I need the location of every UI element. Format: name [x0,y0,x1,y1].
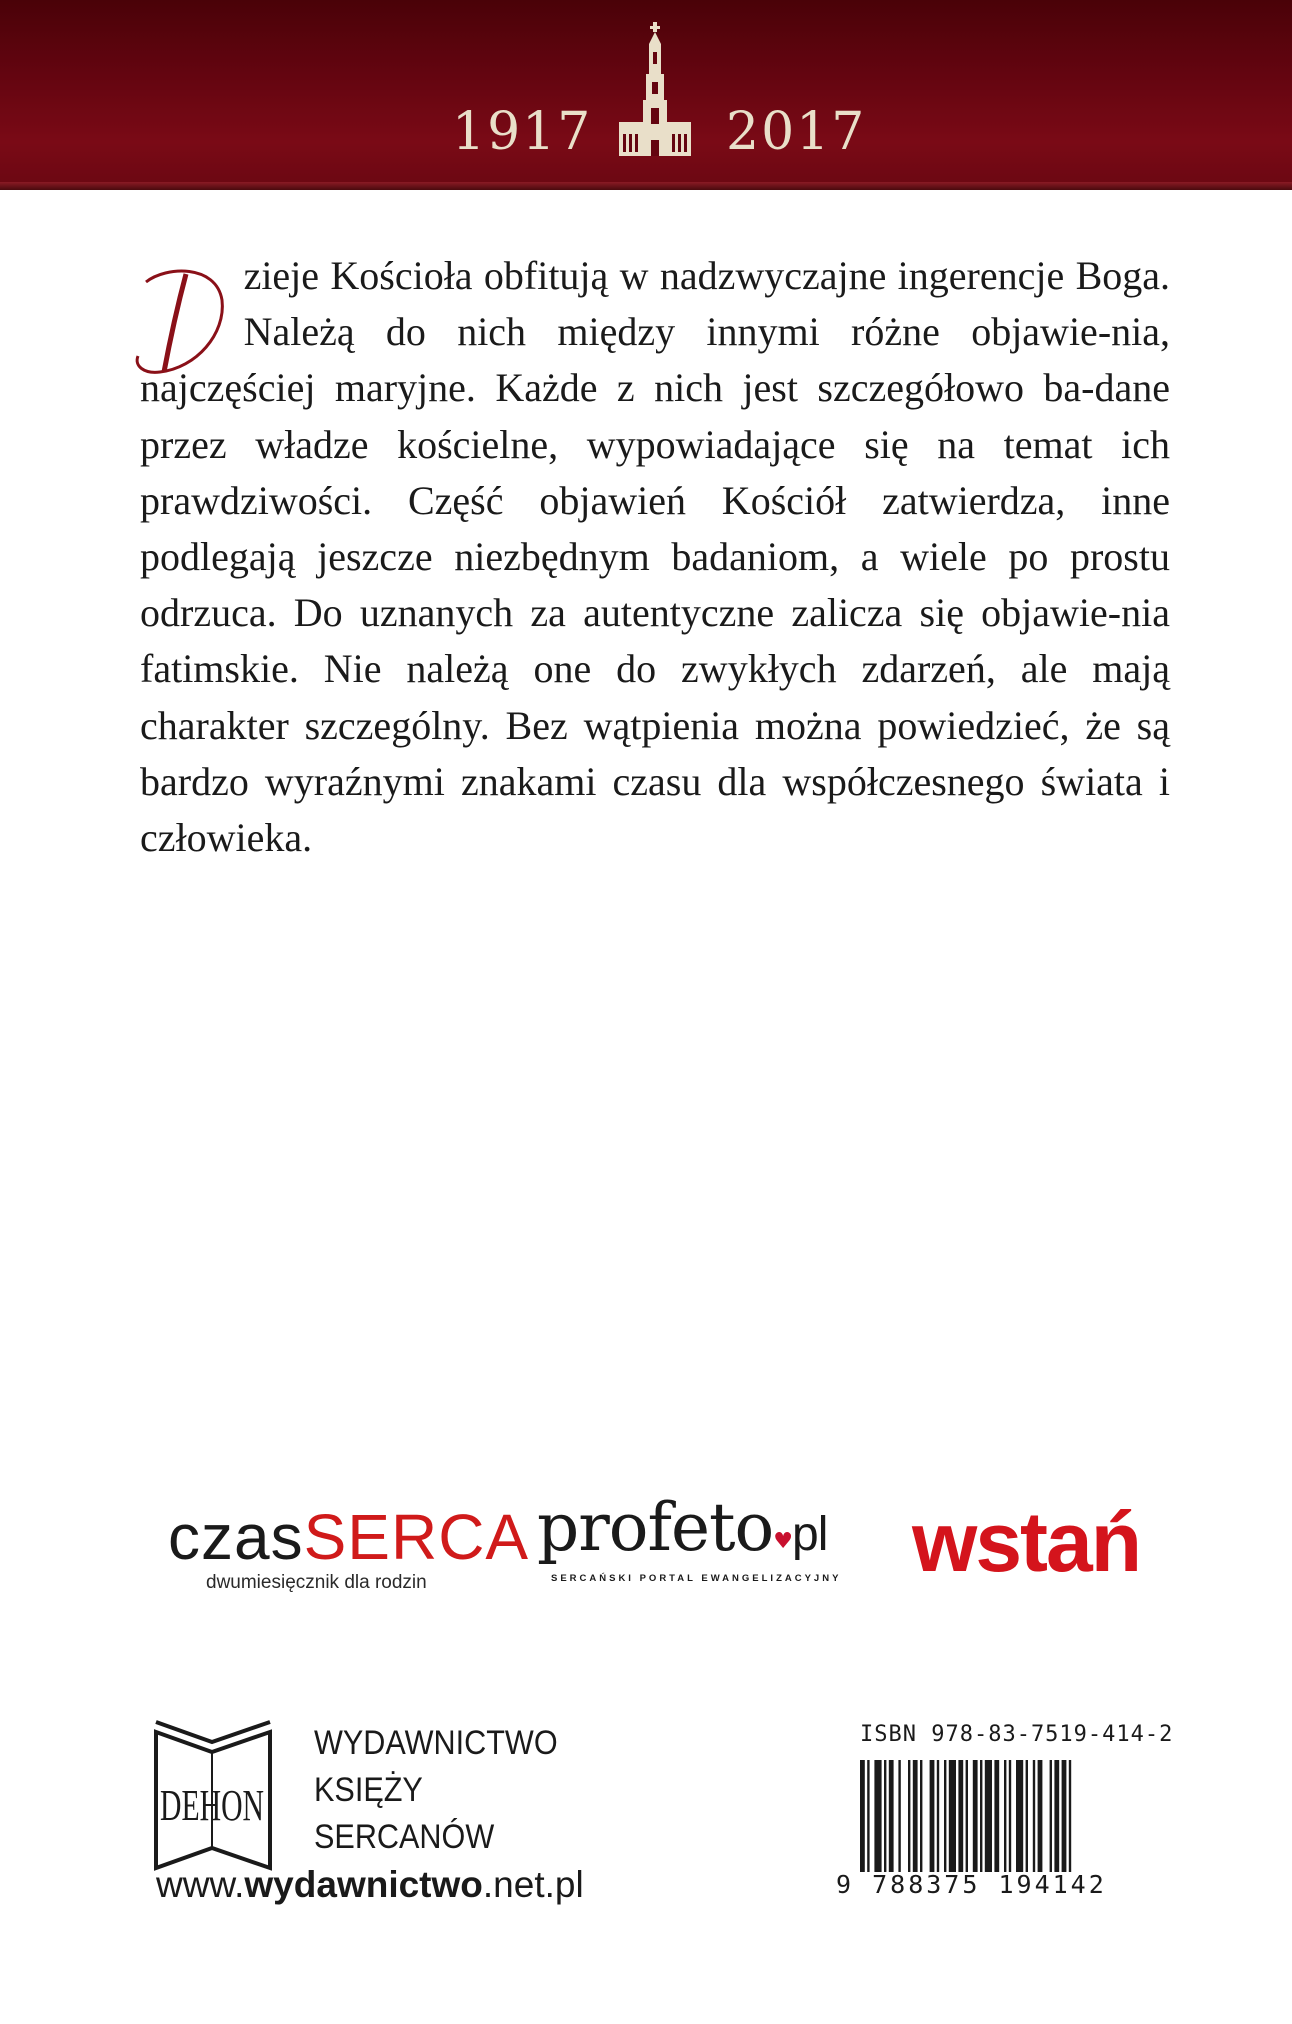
year-end: 2017 [726,102,867,162]
barcode-bar [944,1760,946,1872]
barcode-bar [1062,1760,1067,1872]
profeto-suffix: pl [792,1508,828,1561]
header-band [0,0,1292,190]
isbn-label: ISBN 978-83-7519-414-2 [860,1722,1174,1747]
barcode-bar [913,1760,918,1872]
barcode-bar [958,1760,963,1872]
publisher-line-3: SERCANÓW [314,1818,495,1856]
wstan-logo [912,1494,1162,1589]
url-domain: wydawnictwo [244,1864,483,1905]
barcode-bar [966,1760,968,1872]
barcode-bar [908,1760,910,1872]
barcode-bar [937,1760,939,1872]
url-suffix: .net.pl [482,1864,584,1905]
barcode-bar [1016,1760,1023,1872]
barcode-bar [1004,1760,1006,1872]
basilica-tower-icon [615,22,695,162]
barcode-icon [858,1760,1158,1872]
barcode-bar [874,1760,881,1872]
profeto-word: profeto [537,1489,774,1566]
serca-word: SERCA [303,1501,530,1573]
barcode-bar [898,1760,900,1872]
barcode-bar [920,1760,922,1872]
publisher-line-1: WYDAWNICTWO [314,1724,558,1762]
dehon-publisher-logo [148,1718,278,1878]
barcode-bar [1050,1760,1052,1872]
profeto-tagline: SERCAŃSKI PORTAL EWANGELIZACYJNY [551,1573,842,1584]
heart-icon: ♥ [773,1529,793,1554]
wstan-word: wstań [912,1495,1141,1589]
barcode-bar [1069,1760,1071,1872]
barcode-bar [1009,1760,1011,1872]
profeto-logo [537,1489,847,1590]
barcode-bar [1026,1760,1028,1872]
description-body: zieje Kościoła obfitują w nadzwyczajne ingerencje Boga. Należą do nich między innymi różne objawie-nia, najczęściej maryjne. Każde z nich jest szczegółowo ba-dane przez władze kościelne, wypowiadające się na temat ich prawdziwości. Część objawień Kościół zatwierdza, inne podlegają jeszcze niezbędnym badaniom, a wiele po prostu odrzuca. Do uznanych za autentyczne zalicza się objawie-nia fatimskie. Nie należą one do zwykłych zdarzeń, ale mają charakter szczególny. Bez wątpienia można powiedzieć, że są bardzo wyraźnymi znakami czasu dla współczesnego świata i człowieka. [140,253,1170,861]
barcode-bar [884,1760,886,1872]
description-text [140,248,1170,866]
dehon-logo-text: DEHON [160,1781,264,1830]
barcode-bar [985,1760,992,1872]
barcode-bar [980,1760,982,1872]
barcode-digits: 9 788375 194142 [836,1870,1107,1899]
barcode-bar [1054,1760,1059,1872]
czas-serca-tagline: dwumiesięcznik dla rodzin [206,1572,427,1593]
publisher-line-2: KSIĘŻY [314,1771,423,1809]
drop-cap [140,258,230,354]
publisher-name [314,1720,585,1861]
barcode-bar [860,1760,865,1872]
barcode-bar [1033,1760,1035,1872]
barcode-bar [867,1760,869,1872]
barcode-bar [973,1760,978,1872]
barcode-bar [1038,1760,1043,1872]
barcode-bar [930,1760,935,1872]
czas-serca-logo [168,1500,530,1595]
czas-word: czas [168,1501,304,1573]
publisher-url [156,1864,584,1906]
year-start: 1917 [452,102,593,162]
barcode-bar [889,1760,894,1872]
drop-cap-swash-icon [126,264,236,384]
barcode-bar [994,1760,999,1872]
url-prefix: www. [156,1864,245,1905]
barcode-bar [949,1760,956,1872]
